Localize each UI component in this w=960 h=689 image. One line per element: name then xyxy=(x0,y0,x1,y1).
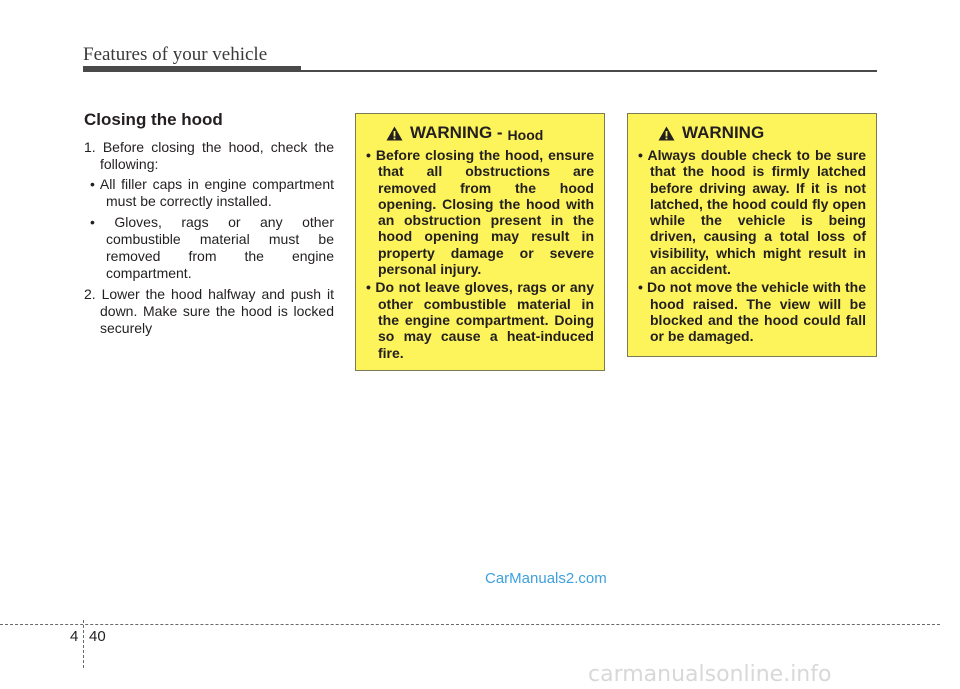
page-header-title: Features of your vehicle xyxy=(83,44,268,65)
step-2 xyxy=(84,286,334,337)
step-2-text: 2. Lower the hood halfway and push it down. Make sure the hood is locked securely xyxy=(84,286,334,336)
section-body xyxy=(84,139,334,337)
step-1-bullet-filler-caps: • All filler caps in engine compartment must be correctly installed. xyxy=(90,176,334,209)
warning-list xyxy=(366,147,594,361)
header-rule-thin xyxy=(301,70,877,72)
section-title: Closing the hood xyxy=(84,110,223,129)
warning-header xyxy=(638,123,866,143)
warning-triangle-icon xyxy=(386,126,403,141)
chapter-number: 4 xyxy=(70,628,79,645)
footer-rule xyxy=(0,624,940,625)
footer-divider xyxy=(83,620,84,668)
watermark-link[interactable]: CarManuals2.com xyxy=(485,570,607,587)
warning-box-hood xyxy=(355,113,605,371)
step-1-bullet-gloves: • Gloves, rags or any other combustible material must be removed from the engine compartment. xyxy=(90,214,334,281)
step-1-text: 1. Before closing the hood, check the following: xyxy=(84,139,334,172)
warning-subject: Hood xyxy=(507,126,544,143)
header-rule-thick xyxy=(83,66,301,72)
warning-list xyxy=(638,147,866,345)
step-1 xyxy=(84,139,334,282)
warning-item-obstructions: • Before closing the hood, ensure that all obstructions are removed from the hood opening. Closing the hood with an obstruction present in the hood opening may result in property damage or severe personal injury. xyxy=(366,147,594,278)
warning-item-latched: • Always double check to be sure that the hood is firmly latched before driving away. If it is not latched, the hood could fly open while the vehicle is being driven, causing a total loss of visibility, which might result in an accident. xyxy=(638,147,866,278)
warning-label: WARNING xyxy=(682,123,765,142)
warning-header xyxy=(366,123,594,143)
closing-hood-section xyxy=(84,110,334,341)
warning-box-latch xyxy=(627,113,877,357)
page-number: 40 xyxy=(89,628,106,645)
footer-brand-watermark: carmanualsonline.info xyxy=(588,662,832,687)
warning-item-combustibles: • Do not leave gloves, rags or any other combustible material in the engine compartment. Doing so may cause a heat-induced fire. xyxy=(366,279,594,361)
warning-triangle-icon xyxy=(658,126,675,141)
warning-item-hood-raised: • Do not move the vehicle with the hood raised. The view will be blocked and the hood could fall or be damaged. xyxy=(638,279,866,345)
warning-label: WARNING - xyxy=(410,123,503,142)
